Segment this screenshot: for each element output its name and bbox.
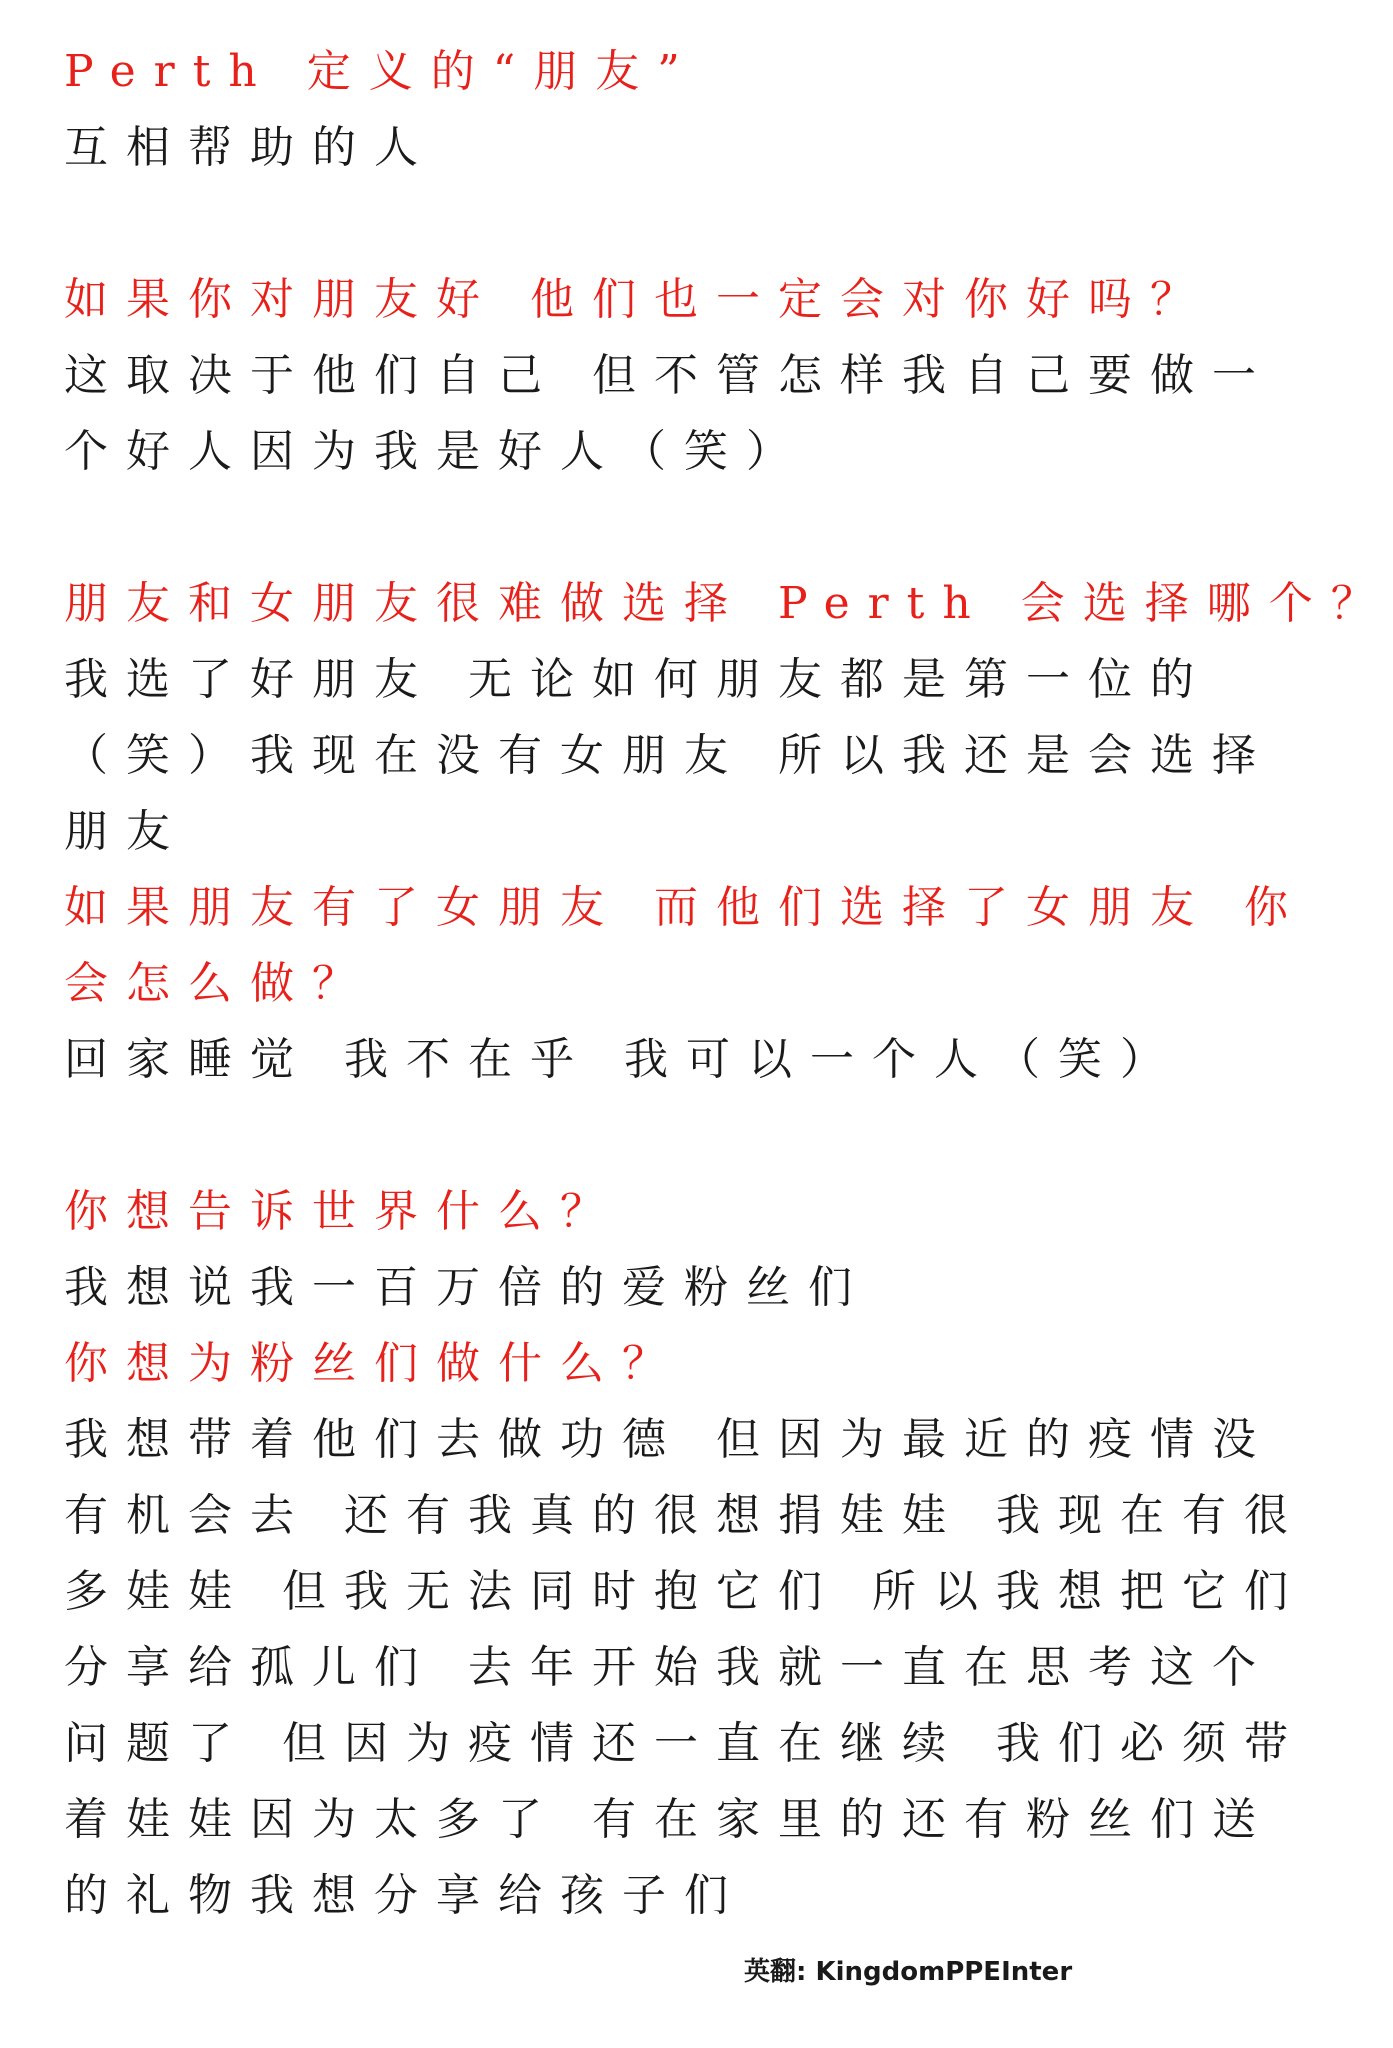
answer-6-line-2: 有机会去 还有我真的很想捐娃娃 我现在有很 [64,1490,1306,1541]
answer-2-line-2: 个好人因为我是好人（笑） [64,426,808,477]
answer-3-line-1: 我选了好朋友 无论如何朋友都是第一位的 [64,654,1212,705]
question-1-line-1: Perth 定义的“朋友” [64,46,698,97]
question-5-line-1: 你想告诉世界什么？ [64,1186,622,1237]
question-2-line-1: 如果你对朋友好 他们也一定会对你好吗？ [64,274,1212,325]
question-6-line-1: 你想为粉丝们做什么？ [64,1338,684,1389]
answer-3-line-2: （笑）我现在没有女朋友 所以我还是会选择 [64,730,1274,781]
answer-2-line-1: 这取决于他们自己 但不管怎样我自己要做一 [64,350,1274,401]
answer-6-line-1: 我想带着他们去做功德 但因为最近的疫情没 [64,1414,1274,1465]
answer-5-line-1: 我想说我一百万倍的爱粉丝们 [64,1262,870,1313]
answer-3-line-3: 朋友 [64,806,188,857]
question-3-line-1: 朋友和女朋友很难做选择 Perth 会选择哪个？ [64,578,1393,629]
answer-6-line-5: 问题了 但因为疫情还一直在继续 我们必须带 [64,1718,1306,1769]
question-4-line-2: 会怎么做？ [64,958,374,1009]
answer-6-line-6: 着娃娃因为太多了 有在家里的还有粉丝们送 [64,1794,1274,1845]
question-4-line-1: 如果朋友有了女朋友 而他们选择了女朋友 你 [64,882,1306,933]
translator-credit: 英翻: KingdomPPEInter [744,1957,1073,1987]
answer-6-line-4: 分享给孤儿们 去年开始我就一直在思考这个 [64,1642,1274,1693]
answer-4-line-1: 回家睡觉 我不在乎 我可以一个人（笑） [64,1034,1182,1085]
answer-1-line-1: 互相帮助的人 [64,122,436,173]
answer-6-line-7: 的礼物我想分享给孩子们 [64,1870,746,1921]
answer-6-line-3: 多娃娃 但我无法同时抱它们 所以我想把它们 [64,1566,1306,1617]
